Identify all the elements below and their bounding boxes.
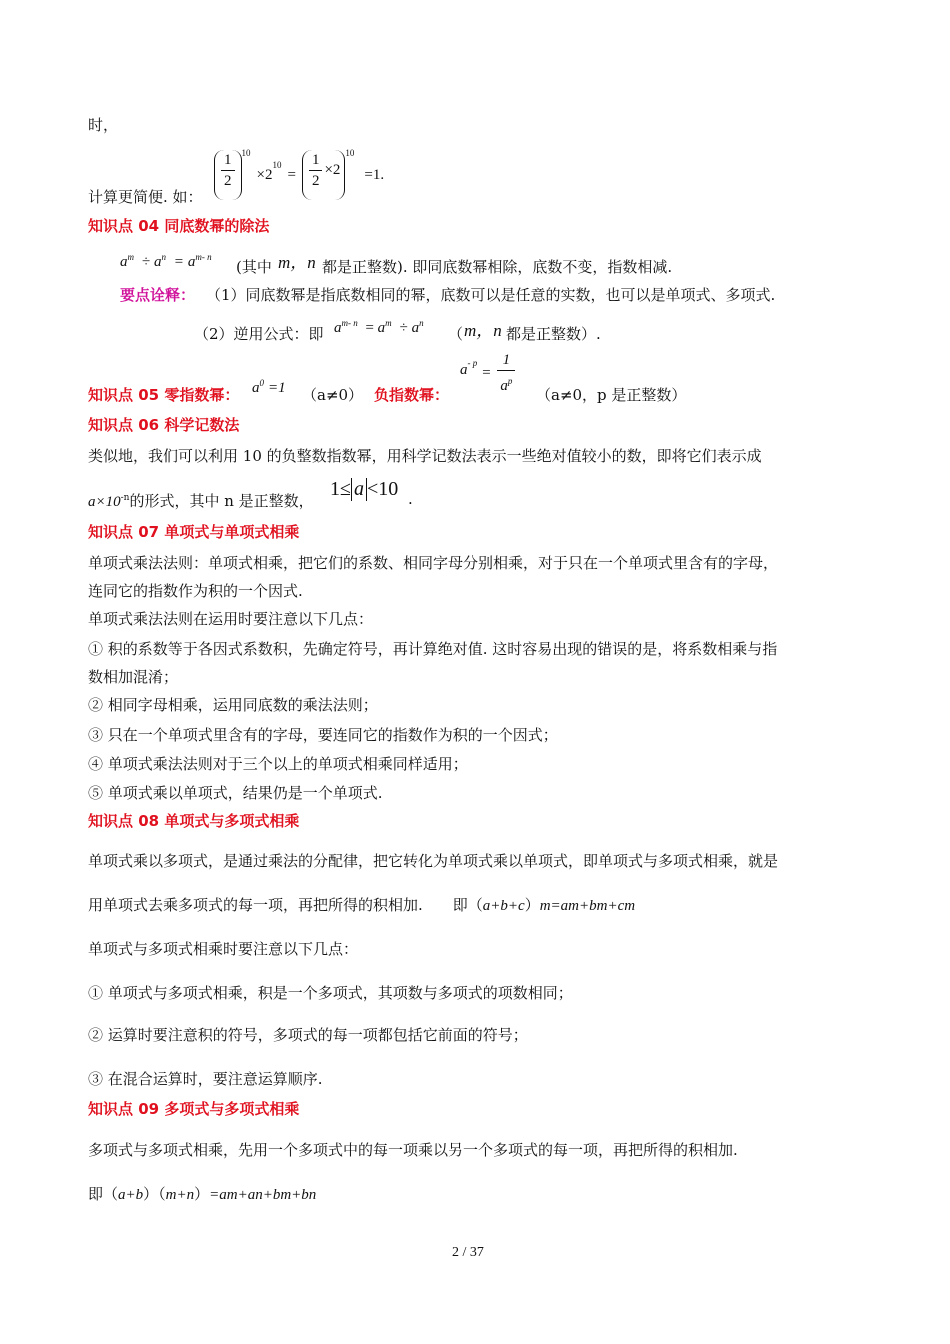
text-line: （ — [448, 325, 464, 343]
note-text-2: （2）逆用公式：即 — [194, 325, 324, 343]
section-heading-05: 知识点 05 零指数幂： — [88, 386, 240, 404]
list-item: ② 相同字母相乘，运用同底数的乘法法则； — [88, 696, 378, 714]
list-item: ④ 单项式乘法法则对于三个以上的单项式相乘同样适用； — [88, 755, 468, 773]
paragraph-line: 类似地，我们可以利用 10 的负整数指数幂，用科学记数法表示一些绝对值较小的数，即将它们表示成 — [88, 447, 762, 465]
formula-inverse-division: $a^{m- n} = a^m \div a^n$ — [334, 318, 424, 336]
list-item: ① 积的系数等于各因式系数积，先确定符号，再计算绝对值. 这时容易出现的错误的是，将系数相乘与指 — [88, 640, 778, 658]
list-item: ③ 在混合运算时，要注意运算顺序. — [88, 1070, 323, 1088]
note-text-1: （1）同底数幂是指底数相同的幂，底数可以是任意的实数，也可以是单项式、多项式. — [206, 286, 776, 304]
formula-inequality: 1≤ a <10 — [330, 478, 399, 500]
condition-text: （a≠0） — [302, 386, 364, 404]
paragraph-line: 单项式与多项式相乘时要注意以下几点： — [88, 940, 359, 958]
text-line: (其中 — [236, 258, 272, 276]
note-label: 要点诠释： — [120, 286, 196, 304]
text-line: 都是正整数）. — [506, 325, 601, 343]
paragraph-line: 单项式乘以多项式，是通过乘法的分配律，把它转化为单项式乘以单项式，即单项式与多项式相乘，就是 — [88, 852, 779, 870]
section-heading-07: 知识点 07 单项式与单项式相乘 — [88, 523, 300, 541]
paragraph-line: $a\times 10^{-n}$的形式，其中 n 是正整数， — [88, 492, 314, 510]
formula-zero-exponent: $a^0 =1$ — [252, 378, 286, 396]
list-item: ⑤ 单项式乘以单项式，结果仍是一个单项式. — [88, 784, 383, 802]
period: . — [408, 490, 413, 508]
paragraph-line: 多项式与多项式相乘，先用一个多项式中的每一项乘以另一个多项式的每一项，再把所得的积相加. — [88, 1141, 738, 1159]
paragraph-line: 用单项式去乘多项式的每一项，再把所得的积相加. 即（a+b+c）m=am+bm+cm — [88, 896, 636, 914]
list-item: ① 单项式与多项式相乘，积是一个多项式，其项数与多项式的项数相同； — [88, 984, 573, 1002]
section-heading-09: 知识点 09 多项式与多项式相乘 — [88, 1100, 300, 1118]
list-item: ② 运算时要注意积的符号，多项式的每一项都包括它前面的符号； — [88, 1026, 528, 1044]
list-item: ③ 只在一个单项式里含有的字母，要连同它的指数作为积的一个因式； — [88, 726, 558, 744]
variables-mn: m，n — [464, 321, 502, 340]
paragraph-line: 单项式乘法法则在运用时要注意以下几点： — [88, 610, 374, 628]
page-number: 2 / 37 — [452, 1245, 484, 1260]
paragraph-line: 连同它的指数作为积的一个因式. — [88, 582, 303, 600]
text-line: 都是正整数). 即同底数幂相除，底数不变，指数相减. — [322, 258, 673, 276]
negative-exponent-label: 负指数幂： — [374, 386, 450, 404]
section-heading-06: 知识点 06 科学记数法 — [88, 416, 240, 434]
formula-division: $a^m \div a^n = a^{m- n}$ — [120, 252, 212, 270]
section-heading-08: 知识点 08 单项式与多项式相乘 — [88, 812, 300, 830]
paragraph-line: 即（a+b）（m+n）=am+an+bm+bn — [88, 1185, 317, 1203]
formula-power-product: $\frac{1}{2}$ $^{10}$ ×2 $^{10}$ = $\frac{1}{2}$ ×2 $^{10}$ =1. — [214, 148, 384, 202]
formula-negative-exponent: a $^{- p}$ = $\frac{1}{a^p}$ — [460, 350, 517, 396]
section-heading-04: 知识点 04 同底数幂的除法 — [88, 217, 270, 235]
text-line: 时， — [88, 116, 119, 134]
list-item: 数相加混淆； — [88, 668, 179, 686]
variables-mn: m，n — [278, 253, 316, 272]
condition-text: （a≠0，p 是正整数） — [536, 386, 687, 404]
text-line: 计算更简便. 如： — [88, 188, 203, 206]
paragraph-line: 单项式乘法法则：单项式相乘，把它们的系数、相同字母分别相乘，对于只在一个单项式里含有的字母， — [88, 554, 779, 572]
